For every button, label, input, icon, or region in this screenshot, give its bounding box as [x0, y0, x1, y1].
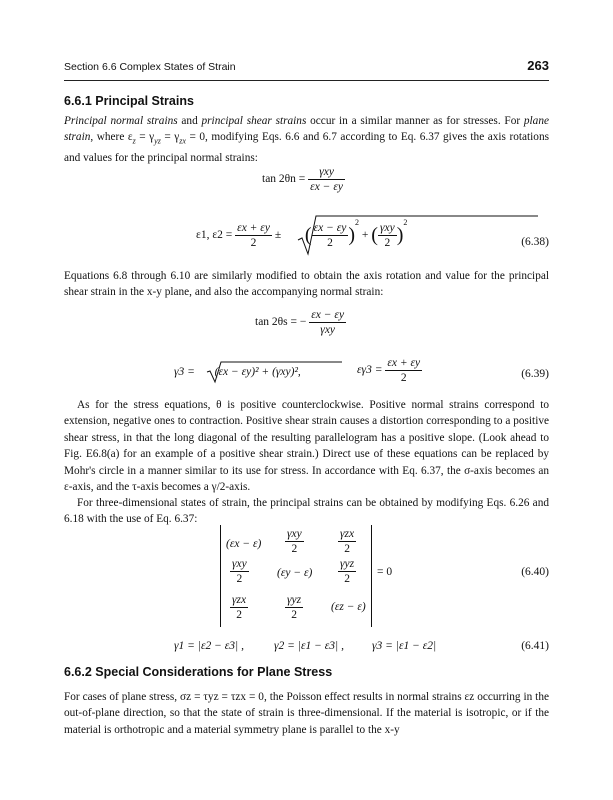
numerator: γxy	[379, 222, 395, 234]
denominator: εx − εy	[310, 181, 343, 193]
denominator: 2	[344, 543, 350, 555]
header-section: Section 6.6 Complex States of Strain	[64, 61, 236, 73]
fraction	[235, 221, 272, 250]
denominator: 2	[250, 237, 257, 249]
det-cell-32	[285, 593, 303, 622]
paragraph-plane-stress: For cases of plane stress, σz = τyz = τzx = 0, the Poisson effect results in normal strains εz occurring in the out-of-plane direction, so that the state of strain is three-dimensional. If the material is isotropic, or if the material is orthotropic and a material symmetry plane is parallel to the x-y	[64, 691, 549, 736]
equation-tan-2theta-s	[255, 308, 346, 337]
text: = γ	[160, 131, 180, 144]
radical-sign	[207, 360, 342, 384]
paragraph-3d-strain: For three-dimensional states of strain, the principal strains can be obtained by modifying Eqs. 6.26 and 6.18 with the use of Eq. 6.37:	[64, 497, 549, 526]
det-cell-11: (εx − ε)	[226, 538, 262, 550]
eq-lhs: tan 2θn =	[262, 173, 306, 186]
eq-lhs: γ3 =	[174, 366, 195, 378]
section-heading-plane-stress: 6.6.2 Special Considerations for Plane Stress	[64, 665, 333, 679]
fraction	[385, 356, 422, 385]
numerator: γxy	[308, 165, 345, 180]
plus-minus: ±	[274, 229, 282, 242]
equation-tan-2theta-n	[262, 165, 345, 194]
page-number: 263	[527, 58, 549, 73]
equation-6-41-gamma1: γ1 = |ε2 − ε3| ,	[174, 640, 244, 652]
paragraph-sign-conventions: As for the stress equations, θ is positive counterclockwise. Positive normal strains correspond to extension, negative ones to contraction. Positive shear strain causes a distortion corresponding to a positive shear stress, in that the long diagonal of the resulting parallelogram has a positive slope. (Look ahead to Fig. E6.8(a) for an example of a positive shear strain.) Direct use of these equations can be replaced by Mohr's circle in a manner similar to its use for stress. In accordance with Eq. 6.37, the σ-axis becomes an ε-axis, and the τ-axis becomes a γ/2-axis.	[64, 399, 549, 494]
plus: +	[361, 229, 369, 242]
numerator: γxy	[287, 528, 302, 540]
equation-6-38: ε1, ε2 = $\frac{\varepsilon x + \varepsilon y}{2}$ ± ( $\frac{\varepsilon x - \varepsilon y}{2}$ )$^2$ + ( $\frac{\text{γxy}}{2}$ )$^2$	[196, 218, 408, 249]
fraction	[308, 165, 345, 194]
equation-number-6-39: (6.39)	[521, 368, 549, 380]
numerator: γxy	[232, 558, 247, 570]
radical-sign	[298, 214, 538, 258]
denominator: 2	[291, 543, 298, 555]
numerator: εx + εy	[237, 222, 270, 234]
eq-lhs: ε1, ε2 =	[196, 229, 233, 242]
denominator: 2	[291, 609, 297, 621]
eq-lhs: tan 2θs = −	[255, 316, 307, 329]
denominator: 2	[400, 372, 407, 384]
denominator: 2	[344, 573, 350, 585]
denominator: 2	[327, 237, 333, 249]
eq-lhs: εγ3 =	[357, 364, 383, 377]
det-cell-23	[338, 557, 356, 586]
det-equals-zero: = 0	[377, 566, 393, 578]
numerator: γzx	[232, 594, 247, 606]
radicand: (εx − εy)² + (γxy)²,	[214, 366, 301, 378]
paragraph-shear-strain: Equations 6.8 through 6.10 are similarly modified to obtain the axis rotation and value for the principal shear strain in the x-y plane, and also the accompanying normal strain:	[64, 270, 549, 299]
det-cell-33: (εz − ε)	[331, 601, 366, 613]
denominator: 2	[236, 573, 243, 585]
numerator: γyz	[287, 594, 302, 606]
det-cell-31	[230, 593, 248, 622]
numerator: γzx	[340, 528, 355, 540]
numerator: εx − εy	[311, 309, 345, 321]
det-cell-13	[338, 527, 356, 556]
exponent: 2	[403, 218, 408, 228]
text: and	[177, 115, 202, 127]
equation-number-6-40: (6.40)	[521, 566, 549, 578]
det-cell-21	[230, 557, 249, 586]
running-header	[64, 58, 549, 81]
denominator: 2	[384, 237, 391, 249]
text: = γ	[135, 131, 155, 144]
section-heading-principal-strains: 6.6.1 Principal Strains	[64, 94, 194, 108]
paragraph-intro: Principal normal strains and principal shear strains occur in a similar manner as for stresses. For plane strain, where $\varepsilon_z = \gamma_{yz} = \gamma_{zx} = 0$, modifying Eqs. 6.6 and 6.7 according to Eq. 6.37 gives the axis rotations and values for the principal normal strains:	[64, 115, 549, 165]
exponent: 2	[355, 218, 360, 228]
term-principal-normal: Principal normal strains	[64, 115, 178, 127]
det-cell-22: (εy − ε)	[277, 567, 313, 579]
text: = 0, modifying Eqs. 6.6 and 6.7 according to Eq. 6.37 gives the axis rotations and values for the principal normal strains:	[64, 131, 549, 165]
numerator: εx + εy	[387, 357, 421, 369]
fraction	[309, 308, 346, 337]
text: , where ε	[90, 131, 133, 144]
text: occur in a similar manner as for stresses. For	[306, 115, 524, 127]
numerator: εx − εy	[313, 222, 347, 234]
denominator: γxy	[320, 324, 336, 336]
term-principal-shear: principal shear strains	[201, 115, 307, 127]
denominator: 2	[236, 609, 242, 621]
det-cell-12	[285, 527, 304, 556]
equation-6-41-gamma3: γ3 = |ε1 − ε2|	[372, 640, 437, 652]
equation-6-39-strain	[357, 356, 422, 385]
equation-6-41-gamma2: γ2 = |ε1 − ε3| ,	[274, 640, 344, 652]
numerator: γyz	[340, 558, 355, 570]
equation-number-6-41: (6.41)	[521, 640, 549, 652]
equation-number-6-38: (6.38)	[521, 236, 549, 248]
term-plane-strain: plane strain	[64, 115, 549, 144]
